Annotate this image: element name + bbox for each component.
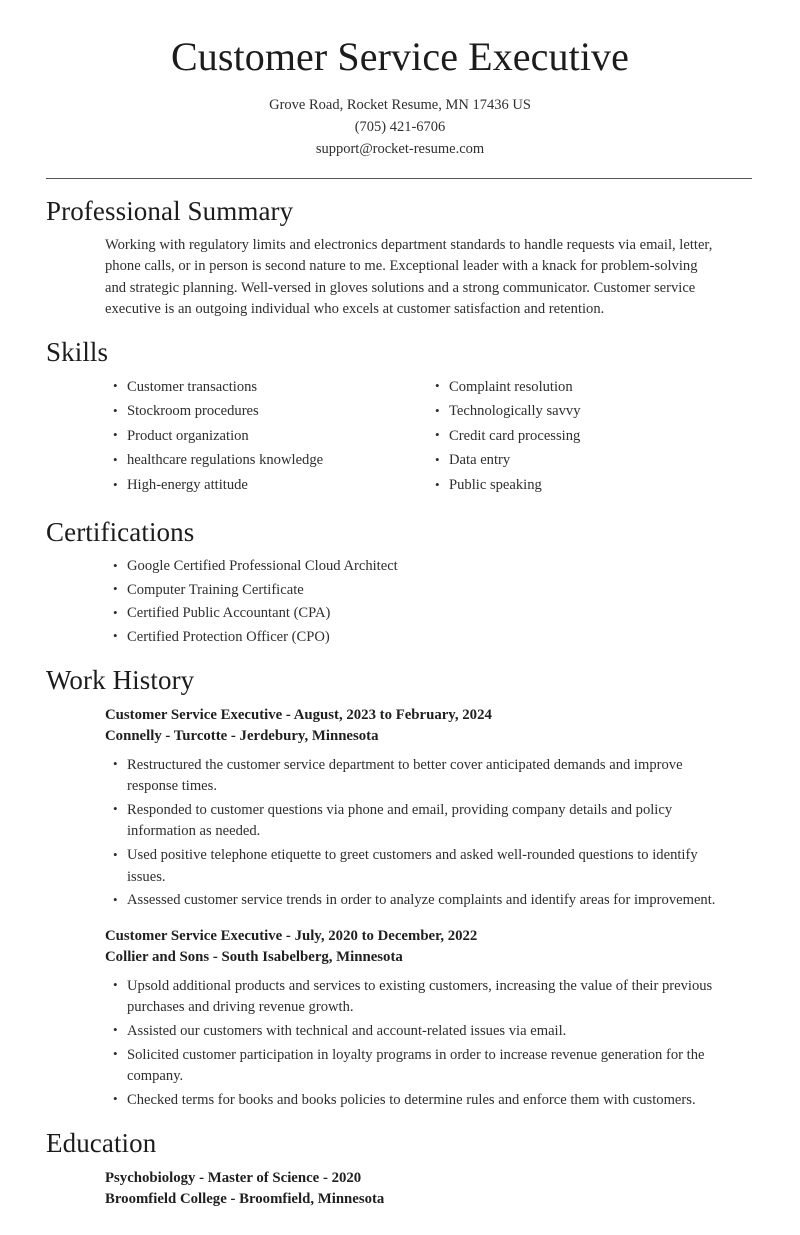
education-entry [105, 1168, 752, 1235]
list-item: • Product organization [113, 426, 433, 448]
section-title-skills: Skills [46, 337, 109, 368]
list-item: • healthcare regulations knowledge [113, 450, 433, 472]
skills-columns [113, 377, 752, 500]
list-item: • Checked terms for books and books policies to determine rules and enforce them with customers. [113, 1090, 734, 1112]
resume-header [0, 0, 800, 160]
list-item: • Certified Public Accountant (CPA) [113, 603, 752, 625]
contact-phone: (705) 421-6706 [354, 118, 446, 135]
contact-address: Grove Road, Rocket Resume, MN 17436 US [269, 96, 531, 113]
section-skills [0, 336, 800, 499]
education-degree-and-year: Psychobiology - Master of Science - 2020 [105, 1169, 362, 1186]
list-item: • Google Certified Professional Cloud Architect [113, 556, 752, 578]
skills-list-right [435, 377, 753, 497]
list-item: • Public speaking [435, 475, 753, 497]
certifications-list [113, 556, 752, 648]
section-title-work-history: Work History [46, 665, 195, 696]
certifications-list-wrap [113, 556, 752, 648]
list-item: • Solicited customer participation in loyalty programs in order to increase revenue generation for the company. [113, 1045, 734, 1088]
list-item: • Credit card processing [435, 426, 753, 448]
job-entries [105, 705, 752, 1112]
list-item: • Used positive telephone etiquette to greet customers and asked well-rounded questions to identify issues. [113, 845, 734, 888]
list-item: • Technologically savvy [435, 401, 753, 423]
contact-email: support@rocket-resume.com [315, 140, 485, 157]
list-item: • Complaint resolution [435, 377, 753, 399]
list-item: • Data entry [435, 450, 753, 472]
list-item: • Responded to customer questions via phone and email, providing company details and policy information as needed. [113, 800, 734, 843]
list-item: • Stockroom procedures [113, 401, 433, 423]
job-entry [105, 926, 752, 1111]
list-item: • Certified Protection Officer (CPO) [113, 627, 752, 649]
header-divider [46, 178, 752, 179]
skills-column-left [113, 377, 433, 500]
section-title-summary: Professional Summary [46, 195, 294, 226]
skills-list-left [113, 377, 433, 497]
job-responsibilities [113, 755, 752, 912]
job-title-and-dates: Customer Service Executive - August, 2023 to February, 2024 [105, 706, 492, 723]
summary-text: Working with regulatory limits and electronics department standards to handle requests via email, letter, phone calls, or in person is second nature to me. Exceptional leader with a knack for problem-solving and strategic planning. Well-versed in gloves solutions and a strong communicator. Customer service executive is an outgoing individual who excels at customer satisfaction and retention. [105, 237, 713, 317]
section-title-education: Education [46, 1128, 157, 1159]
list-item: • High-energy attitude [113, 475, 433, 497]
section-education [0, 1127, 800, 1234]
section-certifications [0, 516, 800, 649]
section-work-history [0, 664, 800, 1111]
list-item: • Upsold additional products and services to existing customers, increasing the value of their previous purchases and driving revenue growth. [113, 976, 734, 1019]
education-school-and-location: Broomfield College - Broomfield, Minnesota [105, 1191, 385, 1208]
job-title-and-dates: Customer Service Executive - July, 2020 to December, 2022 [105, 927, 478, 944]
list-item: • Customer transactions [113, 377, 433, 399]
list-item: • Assisted our customers with technical and account-related issues via email. [113, 1021, 734, 1043]
job-entry [105, 705, 752, 912]
job-responsibilities [113, 976, 752, 1112]
list-item: • Assessed customer service trends in order to analyze complaints and identify areas for improvement. [113, 890, 734, 912]
job-company-and-location: Connelly - Turcotte - Jerdebury, Minnesota [105, 728, 379, 745]
skills-column-right [433, 377, 753, 500]
job-company-and-location: Collier and Sons - South Isabelberg, Minnesota [105, 949, 403, 966]
list-item: • Restructured the customer service department to better cover anticipated demands and improve response times. [113, 755, 734, 798]
section-title-certifications: Certifications [46, 516, 195, 547]
list-item: • Computer Training Certificate [113, 580, 752, 602]
page-title: Customer Service Executive [170, 34, 629, 79]
section-professional-summary [0, 195, 800, 321]
